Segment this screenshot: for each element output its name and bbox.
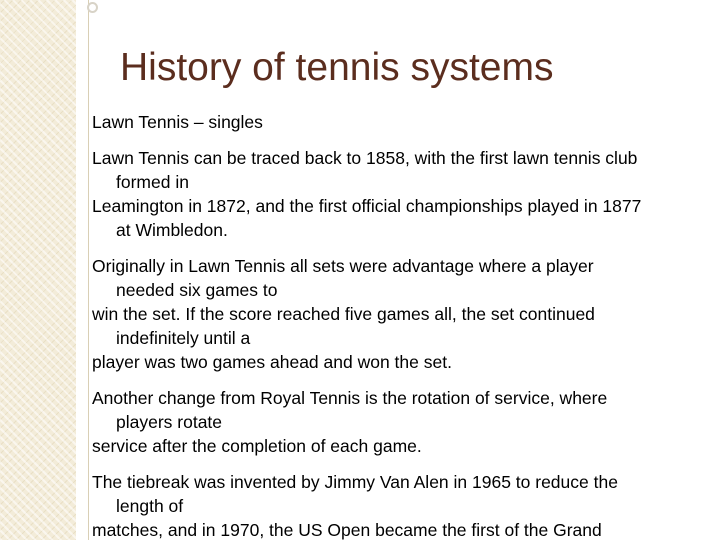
text-line: length of [116,496,184,516]
text-line: needed six games to [116,280,278,300]
paragraph-origins [92,146,720,242]
slide-subtitle: Lawn Tennis – singles [92,112,263,132]
paragraph-advantage-sets [92,254,720,374]
text-line: The tiebreak was invented by Jimmy Van Alen in 1965 to reduce the [92,472,618,492]
text-line: player was two games ahead and won the set. [92,352,452,372]
text-line: service after the completion of each game. [92,436,422,456]
text-line: formed in [116,172,189,192]
paragraph-service-rotation [92,386,720,458]
slide-body [92,110,720,554]
paragraph-tiebreak [92,470,720,542]
text-line: Leamington in 1872, and the first official championships played in 1877 [92,196,642,216]
text-line: matches, and in 1970, the US Open became the first of the Grand [92,520,602,540]
text-line: Originally in Lawn Tennis all sets were advantage where a player [92,256,594,276]
text-line: Lawn Tennis can be traced back to 1858, with the first lawn tennis club [92,148,638,168]
ring-ornament-icon [87,2,98,13]
text-line: win the set. If the score reached five games all, the set continued [92,304,595,324]
text-line: Another change from Royal Tennis is the rotation of service, where [92,388,608,408]
text-line: at Wimbledon. [116,220,228,240]
text-line: indefinitely until a [116,328,251,348]
slide-title: History of tennis systems [120,46,554,89]
text-line: players rotate [116,412,223,432]
decorative-sidebar [0,0,76,540]
sidebar-divider [88,0,89,540]
